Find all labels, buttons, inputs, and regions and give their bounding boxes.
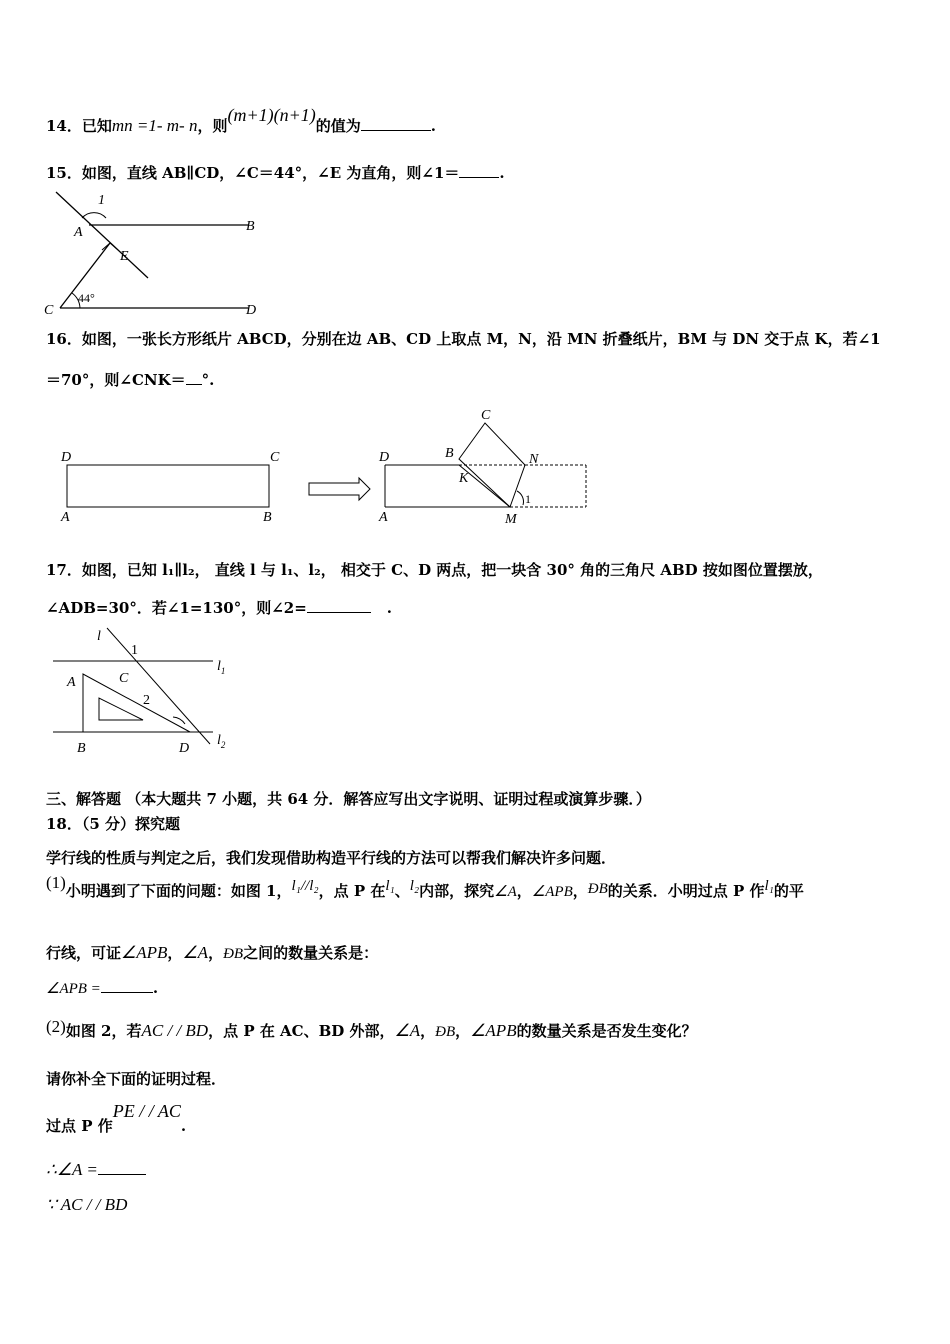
q17-label-l2 xyxy=(217,733,226,750)
q15-angle-1-arc xyxy=(82,213,106,218)
q18-p1-math1: l₁//l₂ xyxy=(291,878,319,894)
q16-right-k: K xyxy=(459,471,469,486)
q17-line2-end: . xyxy=(386,599,393,617)
q16-rect-left xyxy=(67,465,269,507)
q14-mid: ，则 xyxy=(197,117,228,135)
q18-part1-line2 xyxy=(46,944,378,963)
q17-label-1: 1 xyxy=(131,643,138,658)
q18-p2-m4: ∠APB xyxy=(470,1021,517,1040)
q18-through-a: 过点 P 作 xyxy=(46,1117,113,1135)
q17-label-b: B xyxy=(77,741,86,756)
q18-part2-mark: (2) xyxy=(46,1017,66,1036)
q16-right-n: N xyxy=(529,452,539,467)
q16-right-m: M xyxy=(505,512,517,527)
q16-line2-start: ＝70°，则∠CNK＝ xyxy=(46,371,186,389)
q17-label-l1 xyxy=(217,659,225,676)
q16-line1: 16．如图，一张长方形纸片 ABCD，分别在边 AB、CD 上取点 M，N，沿 MN 折叠纸片，BM 与 DN 交于点 K，若∠1 xyxy=(46,330,881,348)
q17-label-a: A xyxy=(67,675,76,690)
q14-expr1: mn =1- m- n xyxy=(111,116,198,135)
q18-p1-math6: ÐB xyxy=(587,881,608,897)
q17-line2-start: ∠ADB=30°．若∠1=130°，则∠2= xyxy=(46,599,307,617)
section-3-title: 三、解答题 （本大题共 7 小题，共 64 分．解答应写出文字说明、证明过程或演算步骤．） xyxy=(46,790,651,808)
q18-therefore-blank xyxy=(98,1160,146,1175)
q18-p2-a: 如图 2，若 xyxy=(65,1022,142,1040)
q15-text: 15．如图，直线 AB∥CD，∠C＝44°，∠E 为直角，则∠1＝ xyxy=(46,164,460,182)
q15-label-44: 44° xyxy=(78,291,95,305)
q16-right-b: B xyxy=(445,446,454,461)
q17-label-c: C xyxy=(119,671,129,686)
q14-tail: 的值为 xyxy=(315,117,361,135)
q16-right-a: A xyxy=(379,510,388,525)
q17-label-l1-letter: l xyxy=(217,659,221,674)
q15-label-a: A xyxy=(74,225,83,240)
q18-p1-h: 的平 xyxy=(773,882,804,900)
q18-p1-b: ，点 P 在 xyxy=(318,882,386,900)
q18-intro: 学行线的性质与判定之后，我们发现借助构造平行线的方法可以帮我们解决许多问题． xyxy=(46,849,617,867)
q14-answer-blank xyxy=(361,116,431,131)
q16-left-b: B xyxy=(263,510,272,525)
q18-title: 18．（5 分）探究题 xyxy=(46,815,181,833)
q16-right-c: C xyxy=(481,408,491,423)
q18-p1-a: 小明遇到了下面的问题：如图 1， xyxy=(65,882,292,900)
q18-through-line xyxy=(46,1101,187,1135)
q16-left-a: A xyxy=(61,510,70,525)
q17-line1: 17．如图，已知 l₁∥l₂， 直线 l 与 l₁、l₂， 相交于 C、D 两点，把一块含 30° 角的三角尺 ABD 按如图位置摆放， xyxy=(46,561,823,579)
q17-label-d: D xyxy=(179,741,190,756)
q18-p1-e: ， xyxy=(516,882,532,900)
q17-angle-d-arc xyxy=(173,717,185,724)
q17-line2 xyxy=(46,598,392,617)
q18-p1-math2: l₁ xyxy=(385,878,395,894)
q18-p2-c: ， xyxy=(420,1022,436,1040)
q18-p1-g: 的关系．小明过点 P 作 xyxy=(607,882,765,900)
q18-through-end: . xyxy=(180,1117,187,1135)
q17-label-l2-sub: 2 xyxy=(220,740,226,750)
q17-label-l1-sub: 1 xyxy=(220,666,226,676)
q18-therefore-line xyxy=(46,1160,146,1179)
q16-line2 xyxy=(46,370,214,389)
q18-p1-line2-c: ， xyxy=(208,944,224,962)
q18-part2-line xyxy=(46,1017,697,1041)
q18-p1-line2-m1: ∠APB xyxy=(121,943,168,962)
q18-p1-f: ， xyxy=(572,882,588,900)
q18-p2-m3: ÐB xyxy=(435,1024,456,1040)
q18-through-math: PE / / AC xyxy=(112,1101,181,1121)
q18-p1-d: 内部，探究 xyxy=(419,882,495,900)
q15-label-c: C xyxy=(44,303,54,318)
q15-figure xyxy=(40,188,270,318)
q14-expr2: (m+1)(n+1) xyxy=(227,105,316,125)
q18-p1-line2-m2: ∠A xyxy=(182,943,209,962)
q18-p1-answer-blank xyxy=(101,978,153,993)
q17-triangle-inner xyxy=(99,698,143,720)
q17-figure xyxy=(45,624,245,760)
q18-p1-math7: l₁ xyxy=(764,878,774,894)
q17-label-2: 2 xyxy=(143,693,150,708)
q17-label-l: l xyxy=(97,629,101,644)
q14-end: . xyxy=(430,117,437,135)
q18-p2-m1: AC / / BD xyxy=(141,1021,209,1040)
q17-label-l2-letter: l xyxy=(217,733,221,748)
q18-p2-b: ，点 P 在 AC、BD 外部， xyxy=(208,1022,395,1040)
q18-p1-line2-m3: ÐB xyxy=(223,946,244,962)
q16-left-c: C xyxy=(270,450,280,465)
q18-part1-line1 xyxy=(46,873,804,901)
q18-p2-d: ， xyxy=(455,1022,471,1040)
q15-answer-blank xyxy=(459,163,499,178)
q18-part1-line3 xyxy=(46,978,158,998)
q16-answer-blank xyxy=(186,370,202,385)
q18-because: ∵ AC / / BD xyxy=(46,1195,128,1214)
q18-p1-math4: ∠A xyxy=(494,884,517,900)
q18-p1-line3-end: . xyxy=(152,979,159,997)
q18-complete: 请你补全下面的证明过程． xyxy=(46,1070,227,1088)
q15-label-e: E xyxy=(120,249,129,264)
q16-angle-1-arc xyxy=(517,491,523,505)
q16-arrow-icon xyxy=(309,478,370,500)
q18-p1-c: 、 xyxy=(394,882,410,900)
q15-label-b: B xyxy=(246,219,255,234)
q18-p1-line2-d: 之间的数量关系是： xyxy=(243,944,379,962)
q14-number: 14．已知 xyxy=(46,117,112,135)
q18-p2-e: 的数量关系是否发生变化？ xyxy=(516,1022,697,1040)
q18-because-line xyxy=(46,1196,127,1214)
q17-line-l xyxy=(107,628,210,744)
q18-p1-line2-a: 行线，可证 xyxy=(46,944,122,962)
q18-p1-line2-b: ， xyxy=(167,944,183,962)
q16-left-d: D xyxy=(61,450,72,465)
q18-therefore: ∴∠A = xyxy=(46,1160,98,1179)
q15-end: . xyxy=(499,164,505,182)
q18-p1-math3: l₂ xyxy=(409,878,420,894)
q17-answer-blank xyxy=(307,598,371,613)
q18-part1-mark: (1) xyxy=(46,873,66,892)
q16-right-1: 1 xyxy=(525,492,531,506)
q14-line xyxy=(46,105,437,135)
q16-line2-end: °. xyxy=(201,371,215,389)
q15-line xyxy=(46,163,505,182)
q15-label-1: 1 xyxy=(98,193,105,208)
q16-figure xyxy=(55,405,600,530)
q18-p2-m2: ∠A xyxy=(394,1021,421,1040)
q16-right-d: D xyxy=(379,450,390,465)
q18-p1-line3-math: ∠APB = xyxy=(46,981,101,997)
q15-label-d: D xyxy=(246,303,257,318)
q18-p1-math5: ∠APB xyxy=(531,884,573,900)
